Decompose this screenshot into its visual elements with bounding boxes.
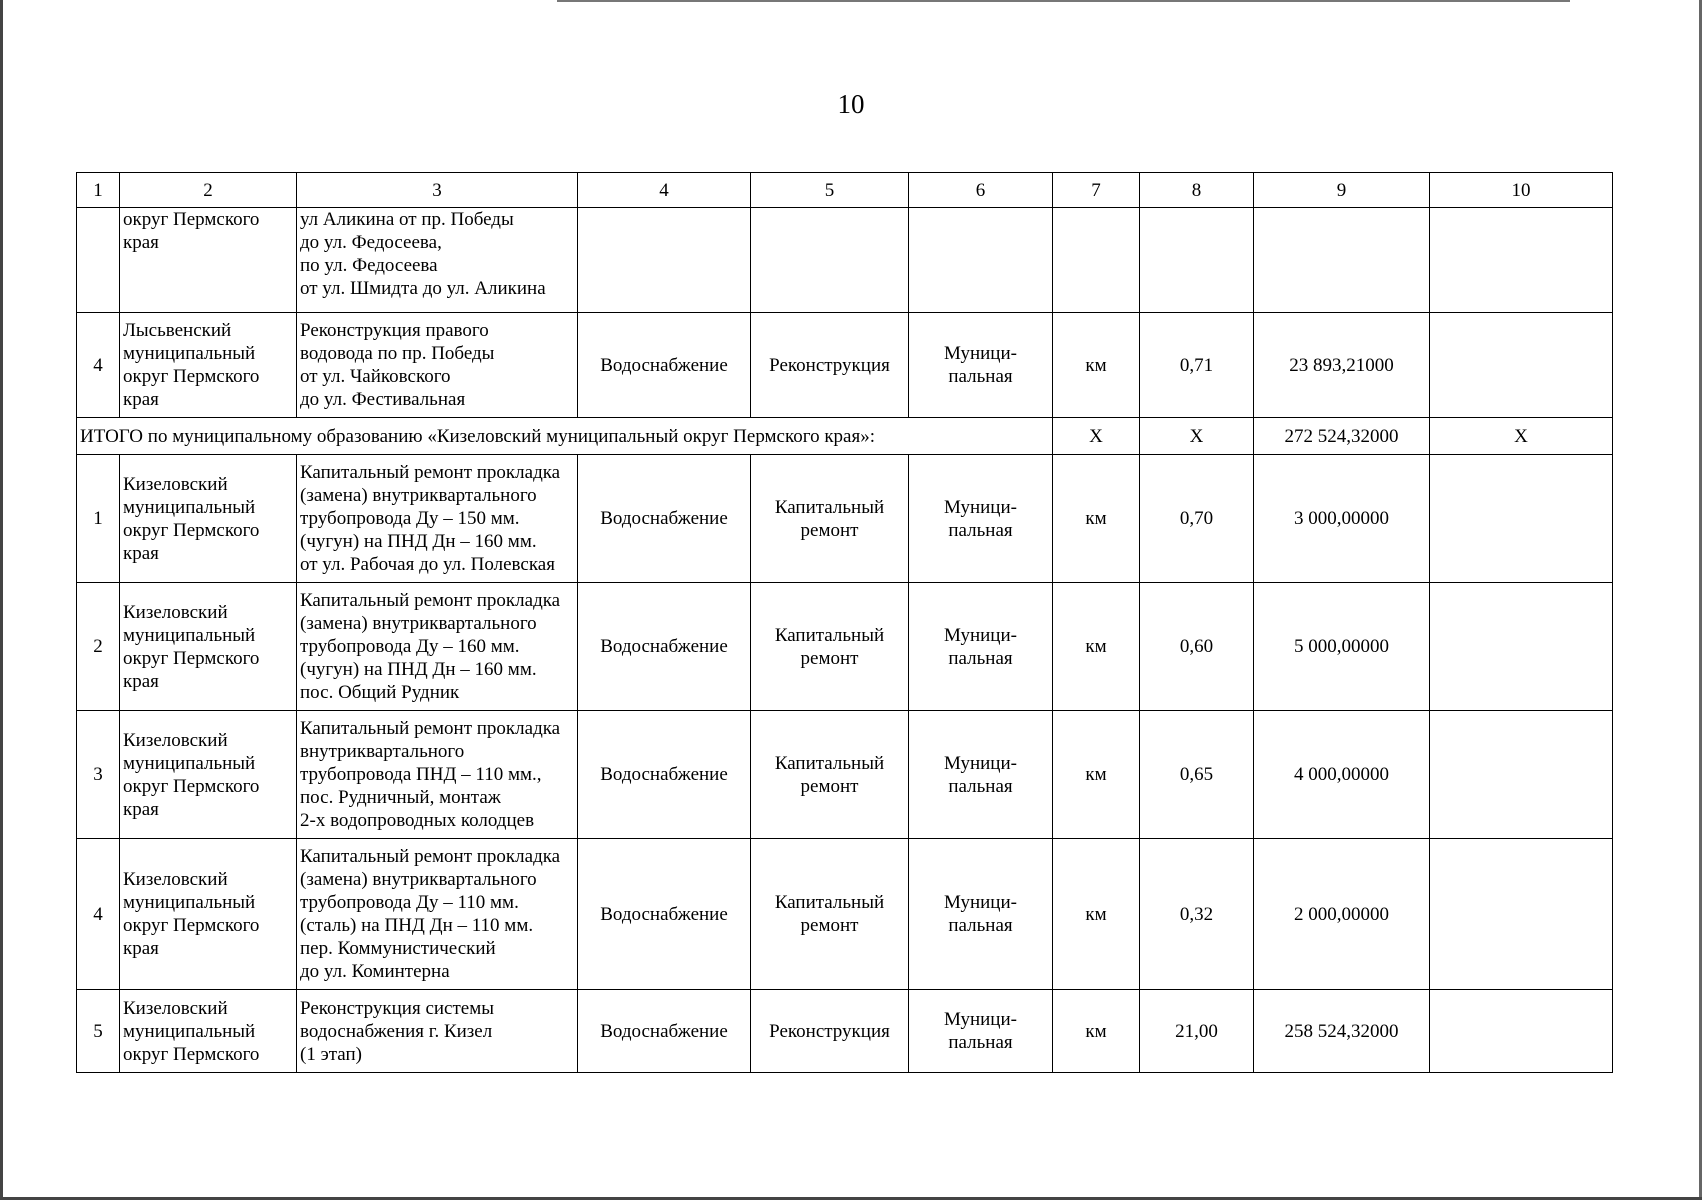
column-header: 1: [77, 173, 120, 208]
cell-type: Водоснабжение: [578, 839, 751, 990]
cell-work: [751, 208, 909, 313]
header-row: [77, 173, 1613, 208]
cell-work: Капитальный ремонт: [751, 839, 909, 990]
cell-object: Реконструкция системы водоснабжения г. Кизел (1 этап): [297, 990, 578, 1073]
cell-object: Реконструкция правого водовода по пр. Победы от ул. Чайковского до ул. Фестивальная: [297, 313, 578, 418]
cell-type: Водоснабжение: [578, 583, 751, 711]
cell-work: Реконструкция: [751, 990, 909, 1073]
cell-num: 2: [77, 583, 120, 711]
cell-municipality: округ Пермского края: [120, 208, 297, 313]
cell-ownership: Муници- пальная: [909, 990, 1053, 1073]
cell-ownership: Муници- пальная: [909, 839, 1053, 990]
column-header: 9: [1254, 173, 1430, 208]
cell-ownership: Муници- пальная: [909, 313, 1053, 418]
cell-note: [1430, 711, 1613, 839]
cell-ownership: [909, 208, 1053, 313]
cell-work: Капитальный ремонт: [751, 583, 909, 711]
cell-municipality: Кизеловский муниципальный округ Пермского края: [120, 583, 297, 711]
cell-type: Водоснабжение: [578, 990, 751, 1073]
table-row: [77, 313, 1613, 418]
cell-unit: км: [1053, 990, 1140, 1073]
total-unit: X: [1053, 418, 1140, 455]
total-amount: 272 524,32000: [1254, 418, 1430, 455]
total-row: [77, 418, 1613, 455]
cell-object: Капитальный ремонт прокладка (замена) внутриквартального трубопровода Ду – 110 мм. (сталь) на ПНД Дн – 110 мм. пер. Коммунистический до ул. Коминтерна: [297, 839, 578, 990]
cell-num: 4: [77, 313, 120, 418]
cell-unit: км: [1053, 455, 1140, 583]
cell-unit: км: [1053, 583, 1140, 711]
column-header: 4: [578, 173, 751, 208]
works-table: [76, 172, 1613, 1073]
cell-amount: 2 000,00000: [1254, 839, 1430, 990]
cell-object: ул Аликина от пр. Победы до ул. Федосеева, по ул. Федосеева от ул. Шмидта до ул. Аликина: [297, 208, 578, 313]
total-note: X: [1430, 418, 1613, 455]
cell-ownership: Муници- пальная: [909, 583, 1053, 711]
cell-ownership: Муници- пальная: [909, 711, 1053, 839]
cell-note: [1430, 583, 1613, 711]
total-label: ИТОГО по муниципальному образованию «Кизеловский муниципальный округ Пермского края»:: [77, 418, 1053, 455]
cell-object: Капитальный ремонт прокладка (замена) внутриквартального трубопровода Ду – 160 мм. (чугун) на ПНД Дн – 160 мм. пос. Общий Рудник: [297, 583, 578, 711]
cell-type: [578, 208, 751, 313]
cell-amount: 3 000,00000: [1254, 455, 1430, 583]
cell-work: Капитальный ремонт: [751, 711, 909, 839]
cell-length: 0,70: [1140, 455, 1254, 583]
cell-amount: 23 893,21000: [1254, 313, 1430, 418]
cell-work: Капитальный ремонт: [751, 455, 909, 583]
column-header: 8: [1140, 173, 1254, 208]
cell-unit: км: [1053, 839, 1140, 990]
cell-note: [1430, 208, 1613, 313]
cell-num: 1: [77, 455, 120, 583]
cell-num: 3: [77, 711, 120, 839]
cell-municipality: Кизеловский муниципальный округ Пермского: [120, 990, 297, 1073]
column-header: 2: [120, 173, 297, 208]
cell-length: [1140, 208, 1254, 313]
cell-municipality: Кизеловский муниципальный округ Пермского края: [120, 839, 297, 990]
scan-left-edge: [0, 0, 3, 1200]
scan-top-rule: [557, 0, 1570, 2]
cell-unit: [1053, 208, 1140, 313]
cell-length: 0,60: [1140, 583, 1254, 711]
cell-note: [1430, 990, 1613, 1073]
cell-type: Водоснабжение: [578, 313, 751, 418]
cell-num: 4: [77, 839, 120, 990]
table-row: [77, 711, 1613, 839]
cell-note: [1430, 313, 1613, 418]
cell-municipality: Кизеловский муниципальный округ Пермского края: [120, 455, 297, 583]
page-number: 10: [837, 89, 865, 119]
cell-amount: 5 000,00000: [1254, 583, 1430, 711]
table-row: [77, 583, 1613, 711]
cell-unit: км: [1053, 711, 1140, 839]
cell-work: Реконструкция: [751, 313, 909, 418]
cell-num: [77, 208, 120, 313]
table-row: [77, 990, 1613, 1073]
cell-num: 5: [77, 990, 120, 1073]
cell-note: [1430, 839, 1613, 990]
cell-amount: [1254, 208, 1430, 313]
cell-length: 0,32: [1140, 839, 1254, 990]
table-row: [77, 455, 1613, 583]
column-header: 3: [297, 173, 578, 208]
column-header: 7: [1053, 173, 1140, 208]
cell-type: Водоснабжение: [578, 455, 751, 583]
cell-length: 0,71: [1140, 313, 1254, 418]
cell-ownership: Муници- пальная: [909, 455, 1053, 583]
column-header: 10: [1430, 173, 1613, 208]
cell-object: Капитальный ремонт прокладка внутриквартального трубопровода ПНД – 110 мм., пос. Рудничный, монтаж 2-х водопроводных колодцев: [297, 711, 578, 839]
table-row: [77, 839, 1613, 990]
cell-object: Капитальный ремонт прокладка (замена) внутриквартального трубопровода Ду – 150 мм. (чугун) на ПНД Дн – 160 мм. от ул. Рабочая до ул. Полевская: [297, 455, 578, 583]
column-header: 6: [909, 173, 1053, 208]
total-length: X: [1140, 418, 1254, 455]
cell-note: [1430, 455, 1613, 583]
cell-amount: 4 000,00000: [1254, 711, 1430, 839]
cell-unit: км: [1053, 313, 1140, 418]
table-row: [77, 208, 1613, 313]
column-header: 5: [751, 173, 909, 208]
cell-length: 0,65: [1140, 711, 1254, 839]
cell-municipality: Лысьвенский муниципальный округ Пермского края: [120, 313, 297, 418]
cell-municipality: Кизеловский муниципальный округ Пермского края: [120, 711, 297, 839]
cell-length: 21,00: [1140, 990, 1254, 1073]
cell-amount: 258 524,32000: [1254, 990, 1430, 1073]
cell-type: Водоснабжение: [578, 711, 751, 839]
